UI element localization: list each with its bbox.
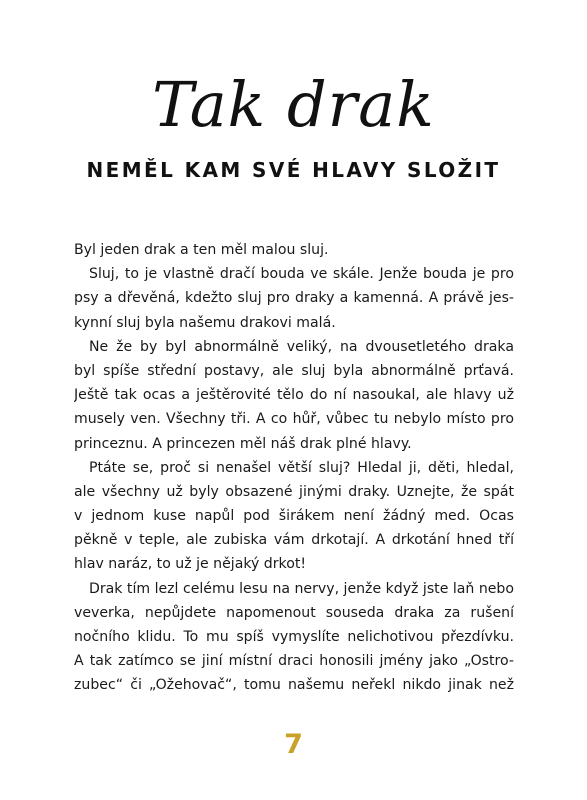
page-number: 7 <box>284 729 303 760</box>
text-line: zubec“ či „Ožehovač“, tomu našemu neřekl nikdo jinak než <box>74 677 514 694</box>
text-line: ale všechny už byly obsazené jinými draky. Uznejte, že spát <box>74 483 514 500</box>
body-text <box>74 238 514 698</box>
text-line: veverka, nepůjdete napomenout souseda draka za rušení <box>74 604 514 621</box>
text-line: princeznu. A princezen měl náš drak plné hlavy. <box>74 435 412 452</box>
text-line: Ptáte se, proč si nenašel větší sluj? Hledal ji, děti, hledal, <box>89 459 514 476</box>
text-line: musely ven. Všechny tři. A co hůř, vůbec tu nebylo místo pro <box>74 411 514 428</box>
chapter-subtitle: NEMĚL KAM SVÉ HLAVY SLOŽIT <box>86 158 501 182</box>
text-line: kynní sluj byla našemu drakovi malá. <box>74 314 336 331</box>
text-line: Ne že by byl abnormálně veliký, na dvousetletého draka <box>89 338 514 355</box>
text-line: nočního klidu. To mu spíš vymyslíte nelichotivou přezdívku. <box>74 629 514 645</box>
text-line: v jednom kuse napůl pod širákem není žádný med. Ocas <box>74 508 514 525</box>
text-line: Drak tím lezl celému lesu na nervy, jenže když jste laň nebo <box>89 580 514 597</box>
text-line: psy a dřevěná, kdežto sluj pro draky a kamenná. A právě jes- <box>74 290 514 307</box>
text-line: A tak zatímco se jiní místní draci honosili jmény jako „Ostro- <box>74 653 514 670</box>
text-line: Sluj, to je vlastně dračí bouda ve skále. Jenže bouda je pro <box>89 266 514 283</box>
chapter-title: Tak drak <box>152 68 435 141</box>
text-line: byl spíše střední postavy, ale sluj byla abnormálně prťavá. <box>74 362 514 379</box>
text-line: hlav naráz, to už je nějaký drkot! <box>74 556 307 573</box>
text-line: Ještě tak ocas a ještěrovité tělo do ní nasoukal, ale hlavy už <box>74 387 514 404</box>
text-line: pěkně v teple, ale zubiska vám drkotají. A drkotání hned tří <box>74 532 514 549</box>
text-line: Byl jeden drak a ten měl malou sluj. <box>74 242 329 258</box>
